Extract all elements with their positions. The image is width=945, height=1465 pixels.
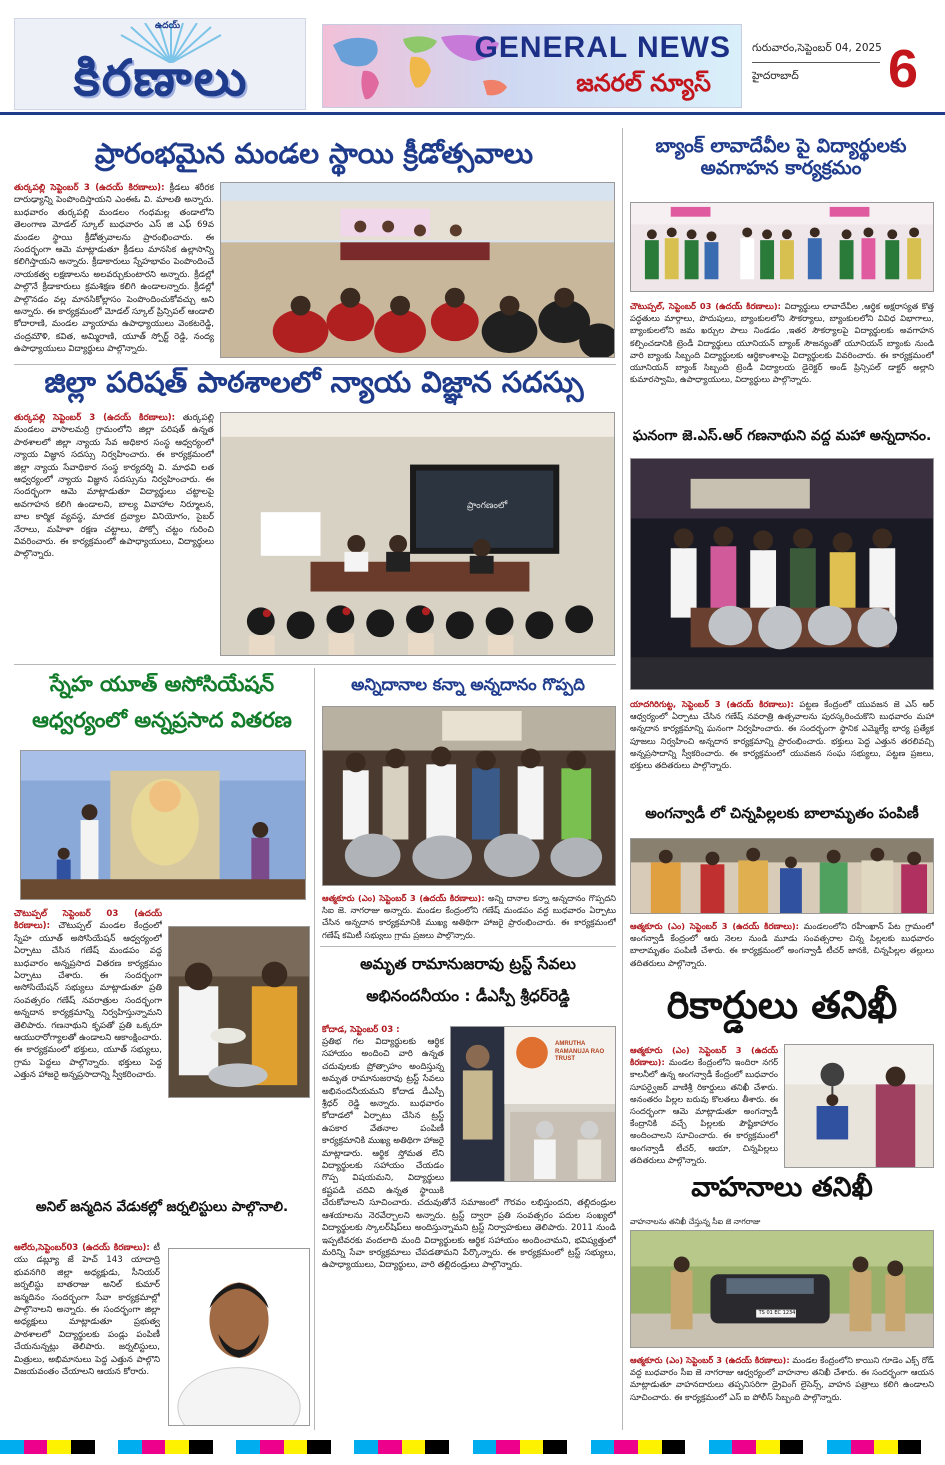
color-swatch [284, 1440, 308, 1454]
color-swatch [614, 1440, 638, 1454]
ganesh-feast-body [630, 698, 934, 802]
sneha-dateline: చౌటుప్పల్ సెప్టెంబర్ 03 (ఉదయ్ కిరణాలు): [14, 909, 162, 932]
color-swatch [331, 1440, 355, 1454]
anganwadi-body [630, 920, 934, 974]
anil-headline: అనిల్ జన్మదిన వేడుకల్లో జర్నలిస్టులు పాల్గొనాలి. [35, 1199, 289, 1215]
trust-banner-line-3: TRUST [555, 1056, 575, 1062]
banner-english-title: GENERAL NEWS [474, 31, 731, 64]
column-divider [622, 128, 623, 1430]
trust-banner-line-1: AMRUTHA [555, 1041, 586, 1047]
vehicle-number-plate: TS 01 EC 1234 [758, 1310, 796, 1316]
color-swatch [165, 1440, 189, 1454]
bank-headline-line-2: అవగాహన కార్యక్రమం [700, 156, 862, 179]
color-swatch [898, 1440, 922, 1454]
vehicles-body [630, 1354, 934, 1428]
justice-body [14, 412, 214, 656]
bank-dateline: చౌటుప్పల్, సెప్టెంబర్ 03 (ఉదయ్ కిరణాలు): [630, 301, 781, 311]
annadanam-headline: అన్నిదానాల కన్నా అన్నదానం గొప్పది [351, 675, 585, 694]
anganwadi-photo [630, 838, 934, 914]
color-swatch [402, 1440, 426, 1454]
vehicles-text: మండల కేంద్రంలోని కాయిని గూడెం ఎక్స్ రోడ్ వద్ద బుధవారం సీఐ జె నాగరాజు ఆధ్వర్యంలో వాహనాల తనిఖీ చేశారు. ఈ సందర్భంగా ఆయన మాట్లాడుతూ వాహనదారులు తప్పనిసరిగా డ్రైవింగ్ లైసెన్స్, వాహన పత్రాలు కలిగి ఉండాలని సూచించారు. ఈ కార్యక్రమంలో ఎస్ ఐ పోలీస్ సిబ్బంది పాల్గొన్నారు. [630, 1355, 934, 1402]
vehicles-dateline: ఆత్మకూరు (ఎం) సెప్టెంబర్ 3 (ఉదయ్ కిరణాలు): [630, 1355, 790, 1365]
annadanam-dateline: ఆత్మకూరు (ఎం) సెప్టెంబర్ 3 (ఉదయ్ కిరణాలు): [322, 893, 485, 903]
color-swatch [591, 1440, 615, 1454]
issue-date: గురువారం,సెప్టెంబర్ 04, 2025 [752, 42, 882, 54]
logo-title: కిరణాలు [73, 49, 249, 107]
annadanam-body [322, 892, 616, 940]
records-body [630, 1044, 778, 1168]
color-swatch [662, 1440, 686, 1454]
color-swatch [307, 1440, 331, 1454]
bank-text: విద్యార్థులు లావాదేవీల ,ఆర్థిక అక్షరాస్యత కొత్త పద్ధతులు మార్గాలు, పొదుపులు, బ్యాంకులలోని సౌకర్యాలు, బ్యాంకులలోని వివిధ విభాగాలు, బ్యాంకులలోని జమ ఖర్చుల పాలు నిండడం ,ఇతర సౌకర్యాలపై విద్యార్థులకు అవగాహన కల్పించడానికి ట్రెండీ విద్యార్థులు యూనియన్ బ్యాంక్ సౌజన్యంతో యూనియన్ బ్యాంకు నుండి వారి బ్యాంకు సిబ్బంది విద్యార్థులకు ఆర్థికాంశాలపై విద్యార్థులకు వివరించారు. ఈ కార్యక్రమంలో యూనియన్ బ్యాంక్ సిబ్బంది ట్రెండీ విద్యాలయ డైరెక్టర్ అండ్ ప్రిన్సిపల్ డాక్టర్ అల్లాని కుమారస్వామి, ఉపాధ్యాయులు, విద్యార్థులు పాల్గొన్నారు. [630, 301, 934, 385]
color-swatch [260, 1440, 284, 1454]
column-divider [314, 668, 315, 1430]
vehicles-headline: వాహనాలు తనిఖీ [691, 1172, 873, 1203]
color-swatch [520, 1440, 544, 1454]
sneha-headline-line-2: ఆధ్వర్యంలో అన్నప్రసాద వితరణ [32, 708, 292, 733]
color-swatch [354, 1440, 378, 1454]
page-number: 6 [888, 39, 919, 99]
color-swatch [213, 1440, 237, 1454]
section-divider [14, 664, 616, 665]
anil-dateline: ఆలేరు,సెప్టెంబర్03 (ఉదయ్ కిరణాలు): [14, 1243, 150, 1253]
trust-text: ప్రతిభ గల విద్యార్థులకు ఆర్థిక సహాయం అందించి వారి ఉన్నత చదువులకు ప్రోత్సాహం అందిస్తున్న అమృత రామానుజరావు ట్రస్ట్ సేవలు అభినందనీయమని కోదాడ డీఎస్పీ శ్రీధర్ రెడ్డి అన్నారు. బుధవారం కోదాడలో ఏర్పాటు చేసిన ట్రస్ట్ ఉపకార వేతనాల పంపిణీ కార్యక్రమానికి ముఖ్య అతిథిగా హాజరై మాట్లాడారు. ఆర్థిక స్తోమత లేని విద్యార్థులకు సహాయం చేయడం గొప్ప విషయమని, విద్యార్థులు కష్టపడి చదివి ఉన్నత స్థాయికి చేరుకోవాలని సూచించారు. చదువుతోనే సమాజంలో గౌరవం లభిస్తుందని, తల్లిదండ్రుల ఆశయాలను నెరవేర్చాలని అన్నారు. ట్రస్ట్ ద్వారా ప్రతి సంవత్సరం పదుల సంఖ్యలో విద్యార్థులకు స్కాలర్‌షిప్‌లు అందిస్తున్నామని ట్రస్ట్ నిర్వాహకులు తెలిపారు. 2011 నుండి ఇప్పటివరకు వందలాది మంది విద్యార్థులకు ఆర్థిక సహాయం అందించామని, భవిష్యత్తులో మరిన్ని సేవా కార్యక్రమాలు చేపడతామని పేర్కొన్నారు. ఈ కార్యక్రమంలో ట్రస్ట్ సభ్యులు, ఉపాధ్యాయులు, విద్యార్థులు, వారి తల్లిదండ్రులు పాల్గొన్నారు. [322, 1037, 616, 1271]
trust-body [322, 1036, 616, 1428]
color-swatch [473, 1440, 497, 1454]
edition-city: హైదరాబాద్ [752, 70, 799, 82]
sneha-text: చౌటుప్పల్ మండల కేంద్రంలో స్నేహ యూత్ అసోసియేషన్ ఆధ్వర్యంలో ఏర్పాటు చేసిన గణేష్ మండపం వద్ద బుధవారం అన్నప్రసాద వితరణ కార్యక్రమం ఏర్పాటు చేశారు. ఈ సందర్భంగా అసోసియేషన్ సభ్యులు మాట్లాడుతూ ప్రతి సంవత్సరం గణేష్ నవరాత్రుల సందర్భంగా అన్నదాన కార్యక్రమాన్ని నిర్వహిస్తున్నామని తెలిపారు. గణనాథుని కృపతో ప్రతి ఒక్కరూ ఆయురారోగ్యాలతో ఉండాలని ఆకాంక్షించారు. ఈ కార్యక్రమంలో భక్తులు, యూత్ సభ్యులు, గ్రామ పెద్దలు పాల్గొన్నారు. భక్తులు పెద్ద ఎత్తున హాజరై అన్నప్రసాదాన్ని స్వీకరించారు. [14, 921, 162, 1081]
color-swatch [567, 1440, 591, 1454]
justice-text: తుర్కపల్లి మండలం వాసాలమర్రి గ్రామంలోని జిల్లా పరిషత్ ఉన్నత పాఠశాలలో జిల్లా న్యాయ సేవ అధికార సంస్థ ఆధ్వర్యంలో న్యాయ విజ్ఞాన సదస్సు నిర్వహించారు. ఈ కార్యక్రమంలో జిల్లా న్యాయ సేవాధికార సంస్థ కార్యదర్శి వి. మాధవి లత ఆధ్వర్యంలో న్యాయ విజ్ఞాన సదస్సును నిర్వహించారు. ఈ సందర్భంగా ఆమె మాట్లాడుతూ విద్యార్థులు చట్టాలపై అవగాహన కలిగి ఉండాలని, బాల్య వివాహాల నిర్మూలన, బాల కార్మిక వ్యవస్థ, మాదక ద్రవ్యాల వినియోగం, సైబర్ నేరాలు, మహిళా రక్షణ చట్టాలు, పోక్సో చట్టం గురించి వివరించారు. ఈ కార్యక్రమంలో ఉపాధ్యాయులు, విద్యార్థులు పాల్గొన్నారు. [14, 413, 214, 560]
anil-body [14, 1242, 160, 1428]
logo-tagline: ఉదయ్ [155, 21, 181, 31]
justice-photo [220, 412, 615, 656]
sneha-headline-line-1: స్నేహ యూత్ అసోసియేషన్ [49, 672, 275, 696]
justice-headline: జిల్లా పరిషత్ పాఠశాలలో న్యాయ విజ్ఞాన సదస్సు [44, 365, 584, 399]
vehicles-photo [630, 1230, 934, 1348]
anganwadi-dateline: ఆత్మకూరు (ఎం) సెప్టెంబర్ 3 (ఉదయ్ కిరణాలు): [630, 921, 799, 931]
ganesh-feast-headline: ఘనంగా జె.ఎస్.ఆర్ గణనాథుని వద్ద మహా అన్నదానం. [632, 428, 932, 444]
vehicles-photo-caption: వాహనాలను తనిఖీ చేస్తున్న సీఐ జె నాగరాజు [630, 1217, 761, 1226]
newspaper-logo [14, 18, 306, 110]
color-swatch [780, 1440, 804, 1454]
trust-headline-line-1: అమృత రామానుజరావు ట్రస్ట్ సేవలు [360, 955, 576, 973]
printer-color-bar [0, 1440, 945, 1454]
records-text: మండల కేంద్రంలోని ఇందిరా నగర్ కాలనీలో ఉన్న అంగన్వాడీ కేంద్రంలో బుధవారం సూపర్వైజర్ వాణిశ్రీ రికార్డులు తనిఖీ చేశారు. అనంతరం పిల్లల బరువు కొలతలు తీశారు. ఈ సందర్భంగా ఆమె మాట్లాడుతూ అంగన్వాడీ కేంద్రానికి వచ్చే పిల్లలకు పౌష్టికాహారం అందించాలని సూచించారు. ఈ కార్యక్రమంలో అంగన్వాడీ టీచర్, ఆయా, చిన్నపిల్లలు తదితరులు పాల్గొన్నారు. [630, 1057, 778, 1165]
color-swatch [709, 1440, 733, 1454]
color-swatch [425, 1440, 449, 1454]
sneha-ganesh-photo [20, 750, 306, 900]
ganesh-feast-text: పట్టణ కేంద్రంలో యువజన జె ఎస్ ఆర్ ఆధ్వర్యంలో ఏర్పాటు చేసిన గణేష్ నవరాత్రి ఉత్సవాలను పురస్కరించుకొని బుధవారం మహా అన్నదాన కార్యక్రమాన్ని ఘనంగా నిర్వహించారు. ఈ సందర్భంగా స్థానిక ఎమ్మెల్యే భార్య ప్రత్యేక పూజలు నిర్వహించి అన్నదాన కార్యక్రమాన్ని ప్రారంభించారు. భక్తులు పెద్ద ఎత్తున తరలివచ్చి అన్నప్రసాదాన్ని స్వీకరించారు. ఈ కార్యక్రమంలో యువజన సంఘ సభ్యులు, పట్టణ ప్రజలు, భక్తులు తదితరులు పాల్గొన్నారు. [630, 699, 934, 771]
color-swatch [95, 1440, 119, 1454]
ganesh-feast-photo [630, 458, 934, 690]
section-banner [322, 24, 742, 108]
masthead [0, 0, 945, 115]
sports-body [14, 182, 214, 358]
color-swatch [0, 1440, 24, 1454]
bank-headline-line-1: బ్యాంక్ లావాదేవీల పై విద్యార్థులకు [655, 135, 907, 157]
projector-screen-text: ప్రాంగణంలో [467, 501, 508, 511]
trust-headline-line-2: అభినందనీయం : డీఎస్పీ శ్రీధర్‌రెడ్డి [366, 986, 570, 1005]
records-headline: రికార్డులు తనిఖీ [666, 983, 898, 1027]
anil-text: టీ యు డబ్ల్యూ జే హెచ్ 143 యాదాద్రి భువనగిరి జిల్లా అధ్యక్షుడు, సీనియర్ జర్నలిస్టు బాతరాజు అనిల్ కుమార్ జన్మదినం సందర్భంగా సేవా కార్యక్రమాల్లో పాల్గొనాలని అన్నారు. ఈ సందర్భంగా జిల్లా అధ్యక్షులు మాట్లాడుతూ ప్రభుత్వ పాఠశాలలో విద్యార్థులకు పండ్లు పంపిణీ చేయనున్నట్లు తెలిపారు. జర్నలిస్టులు, మిత్రులు, అభిమానులు పెద్ద ఎత్తున పాల్గొని విజయవంతం చేయాలని ఆయన కోరారు. [14, 1243, 160, 1378]
color-swatch [71, 1440, 95, 1454]
banner-telugu-title: జనరల్ న్యూస్ [576, 69, 711, 97]
date-divider [752, 62, 880, 63]
sports-photo [220, 182, 615, 358]
color-swatch [803, 1440, 827, 1454]
sneha-serving-photo [168, 926, 310, 1098]
color-swatch [24, 1440, 48, 1454]
justice-dateline: తుర్కపల్లి సెప్టెంబర్ 3 (ఉదయ్ కిరణాలు): [14, 413, 176, 423]
anganwadi-text: మండలంలోని రహీంఖాన్ పేట గ్రామంలో అంగన్వాడీ కేంద్రంలో ఆరు నెలల నుండి మూడు సంవత్సరాల చిన్న పిల్లలకు బుధవారం బాలామృతం పంపిణీ చేశారు. ఈ కార్యక్రమంలో అంగన్వాడీ టీచర్ జానకి, చిన్నపిల్లల తల్లులు తదితరులు పాల్గొన్నారు. [630, 921, 934, 968]
annadanam-photo [322, 706, 616, 886]
color-swatch [142, 1440, 166, 1454]
color-swatch [756, 1440, 780, 1454]
color-swatch [449, 1440, 473, 1454]
anil-portrait-photo [168, 1248, 310, 1426]
color-swatch [236, 1440, 260, 1454]
color-swatch [851, 1440, 875, 1454]
trust-photo-spacer [444, 1036, 616, 1186]
color-swatch [921, 1440, 945, 1454]
anganwadi-headline: అంగన్వాడీ లో చిన్నపిల్లలకు బాలామృతం పంపిణీ [645, 806, 919, 822]
sports-text: క్రీడలు శరీరక దారుఢ్యాన్ని పెంపొందిస్తాయని ఎంఈఓ వి. మాలతి అన్నారు. బుధవారం తుర్కపల్లి మండలం గంధమల్ల తండాలోని తెలంగాణ మోడల్ స్కూల్ బుధవారం ఎస్ జి ఎఫ్ 69వ మండల స్థాయి క్రీడోత్సవాలను ప్రారంభించారు. ఈ సందర్భంగా ఆమె మాట్లాడుతూ క్రీడలు మానసిక ఉల్లాసాన్ని కలిగిస్తాయని అన్నారు. క్రీడాకారులు స్నేహభావం పెంపొందించే నాయకత్వ లక్షణాలను అలవర్చుకుంటారని అన్నారు. క్రీడల్లో పాల్గొనే క్రీడాకారులు క్రమశిక్షణ కలిగి ఉండాలన్నారు. క్రీడల్లో పాల్గొనడం వల్ల మానసికోల్లాసం పెంపొందించుకోవచ్చు అని అన్నారు. ఈ కార్యక్రమంలో మోడల్ స్కూల్ ప్రిన్సిపల్ ఆండాలి కోదారాణి, మండల వ్యాయామ ఉపాధ్యాయులు వెంకటరెడ్డి, చంద్రమౌళి, కవిత, అమ్మిరాణి, యూత్ స్పోర్ట్ రెడ్డి, నంద్య ఉపాధ్యాయులు విద్యార్థులు పాల్గొన్నారు. [14, 183, 214, 355]
ganesh-feast-dateline: యాదగిరిగుట్ట, సెప్టెంబర్ 3 (ఉదయ్ కిరణాలు): [630, 699, 794, 709]
trust-banner-line-2: RAMANUJA RAO [555, 1048, 605, 1055]
bank-body [630, 300, 934, 418]
color-swatch [543, 1440, 567, 1454]
color-swatch [685, 1440, 709, 1454]
trust-dateline: కోదాడ, సెప్టెంబర్ 03 : [322, 1025, 400, 1035]
sneha-headline [14, 672, 310, 732]
color-swatch [47, 1440, 71, 1454]
annadanam-text: అన్ని దానాల కన్నా అన్నదానం గొప్పదని సిఐ జె. నాగరాజు అన్నారు. మండల కేంద్రంలోని గణేష్ మండపం వద్ద బుధవారం ఏర్పాటు చేసిన అన్నదాన కార్యక్రమానికి ముఖ్య అతిథిగా హాజరై ప్రారంభించారు. ఈ కార్యక్రమంలో గణేష్ కమిటీ సభ్యులు గ్రామ ప్రజలు పాల్గొన్నారు. [322, 893, 616, 940]
color-swatch [496, 1440, 520, 1454]
section-divider [320, 946, 616, 947]
records-photo [784, 1044, 934, 1168]
color-swatch [189, 1440, 213, 1454]
color-swatch [378, 1440, 402, 1454]
color-swatch [638, 1440, 662, 1454]
bank-photo [630, 202, 934, 292]
color-swatch [118, 1440, 142, 1454]
trust-headline [320, 956, 616, 1006]
bank-headline [628, 136, 934, 180]
sports-dateline: తుర్కపల్లి సెప్టెంబర్ 3 (ఉదయ్ కిరణాలు): [14, 183, 165, 193]
sneha-body [14, 908, 162, 1194]
color-swatch [732, 1440, 756, 1454]
color-swatch [874, 1440, 898, 1454]
sports-headline: ప్రారంభమైన మండల స్థాయి క్రీడోత్సవాలు [94, 137, 534, 170]
color-swatch [827, 1440, 851, 1454]
records-dateline: ఆత్మకూరు (ఎం) సెప్టెంబర్ 3 (ఉదయ్ కిరణాలు): [630, 1045, 778, 1068]
